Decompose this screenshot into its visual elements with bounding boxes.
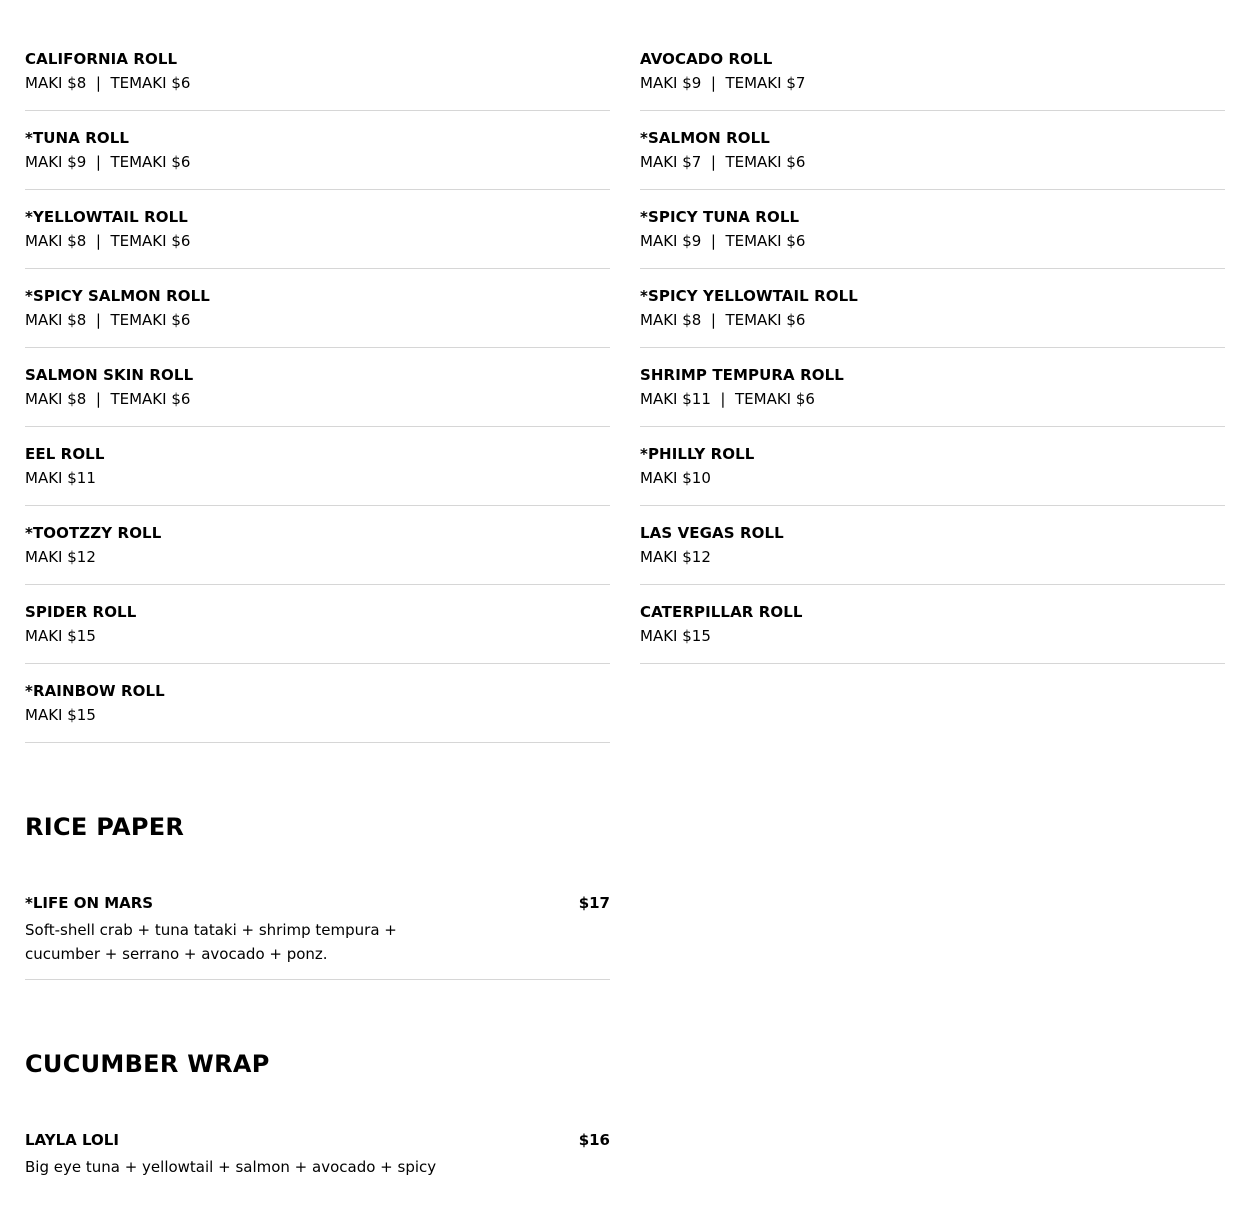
menu-item <box>25 348 610 427</box>
item-price: MAKI $9 | TEMAKI $7 <box>640 74 806 92</box>
item-name: SPIDER ROLL <box>25 603 137 621</box>
menu-item <box>25 1131 610 1216</box>
item-price: $16 <box>578 1131 610 1149</box>
menu-item <box>640 32 1225 111</box>
item-price: MAKI $7 | TEMAKI $6 <box>640 153 806 171</box>
item-name: CATERPILLAR ROLL <box>640 603 803 621</box>
section-heading-rice-paper: RICE PAPER <box>25 813 185 841</box>
item-name: *RAINBOW ROLL <box>25 682 165 700</box>
item-price: MAKI $9 | TEMAKI $6 <box>25 153 191 171</box>
menu-item <box>640 506 1225 585</box>
item-price: MAKI $8 | TEMAKI $6 <box>25 74 191 92</box>
menu-item <box>640 585 1225 664</box>
item-price: $17 <box>578 894 610 912</box>
item-price: MAKI $12 <box>25 548 96 566</box>
menu-item <box>640 190 1225 269</box>
item-price: MAKI $10 <box>640 469 711 487</box>
item-name: *TOOTZZY ROLL <box>25 524 162 542</box>
menu-item <box>25 190 610 269</box>
menu-item <box>25 664 610 743</box>
item-name: SHRIMP TEMPURA ROLL <box>640 366 844 384</box>
item-name: *SPICY YELLOWTAIL ROLL <box>640 287 858 305</box>
item-name: *PHILLY ROLL <box>640 445 755 463</box>
item-name: LAYLA LOLI <box>25 1131 119 1149</box>
item-name: EEL ROLL <box>25 445 105 463</box>
item-name: *SPICY TUNA ROLL <box>640 208 800 226</box>
item-name: CALIFORNIA ROLL <box>25 50 178 68</box>
item-name: *TUNA ROLL <box>25 129 130 147</box>
item-name: SALMON SKIN ROLL <box>25 366 194 384</box>
item-price: MAKI $8 | TEMAKI $6 <box>640 311 806 329</box>
menu-item <box>640 111 1225 190</box>
item-price: MAKI $15 <box>25 627 96 645</box>
menu-item <box>25 585 610 664</box>
item-name: *LIFE ON MARS <box>25 894 154 912</box>
menu-item <box>25 894 610 980</box>
menu-item <box>640 427 1225 506</box>
menu-item <box>25 32 610 111</box>
menu-item <box>640 269 1225 348</box>
rolls-column-right <box>640 32 1225 664</box>
item-price: MAKI $8 | TEMAKI $6 <box>25 232 191 250</box>
item-description: Soft-shell crab + tuna tataki + shrimp tempura + cucumber + serrano + avocado + ponz. <box>25 921 397 963</box>
menu-item <box>25 111 610 190</box>
item-name: AVOCADO ROLL <box>640 50 773 68</box>
item-price: MAKI $9 | TEMAKI $6 <box>640 232 806 250</box>
item-price: MAKI $8 | TEMAKI $6 <box>25 311 191 329</box>
menu-item <box>25 427 610 506</box>
item-description: Big eye tuna + yellowtail + salmon + avocado + spicy <box>25 1158 437 1176</box>
item-name: *SPICY SALMON ROLL <box>25 287 210 305</box>
item-price: MAKI $11 | TEMAKI $6 <box>640 390 815 408</box>
menu-item <box>640 348 1225 427</box>
item-name: LAS VEGAS ROLL <box>640 524 784 542</box>
item-name: *YELLOWTAIL ROLL <box>25 208 188 226</box>
menu-item <box>25 269 610 348</box>
rolls-column-left <box>25 32 610 743</box>
item-price: MAKI $12 <box>640 548 711 566</box>
item-price: MAKI $8 | TEMAKI $6 <box>25 390 191 408</box>
item-price: MAKI $11 <box>25 469 96 487</box>
item-name: *SALMON ROLL <box>640 129 770 147</box>
menu-item <box>25 506 610 585</box>
item-price: MAKI $15 <box>640 627 711 645</box>
section-heading-cucumber-wrap: CUCUMBER WRAP <box>25 1050 270 1078</box>
item-price: MAKI $15 <box>25 706 96 724</box>
